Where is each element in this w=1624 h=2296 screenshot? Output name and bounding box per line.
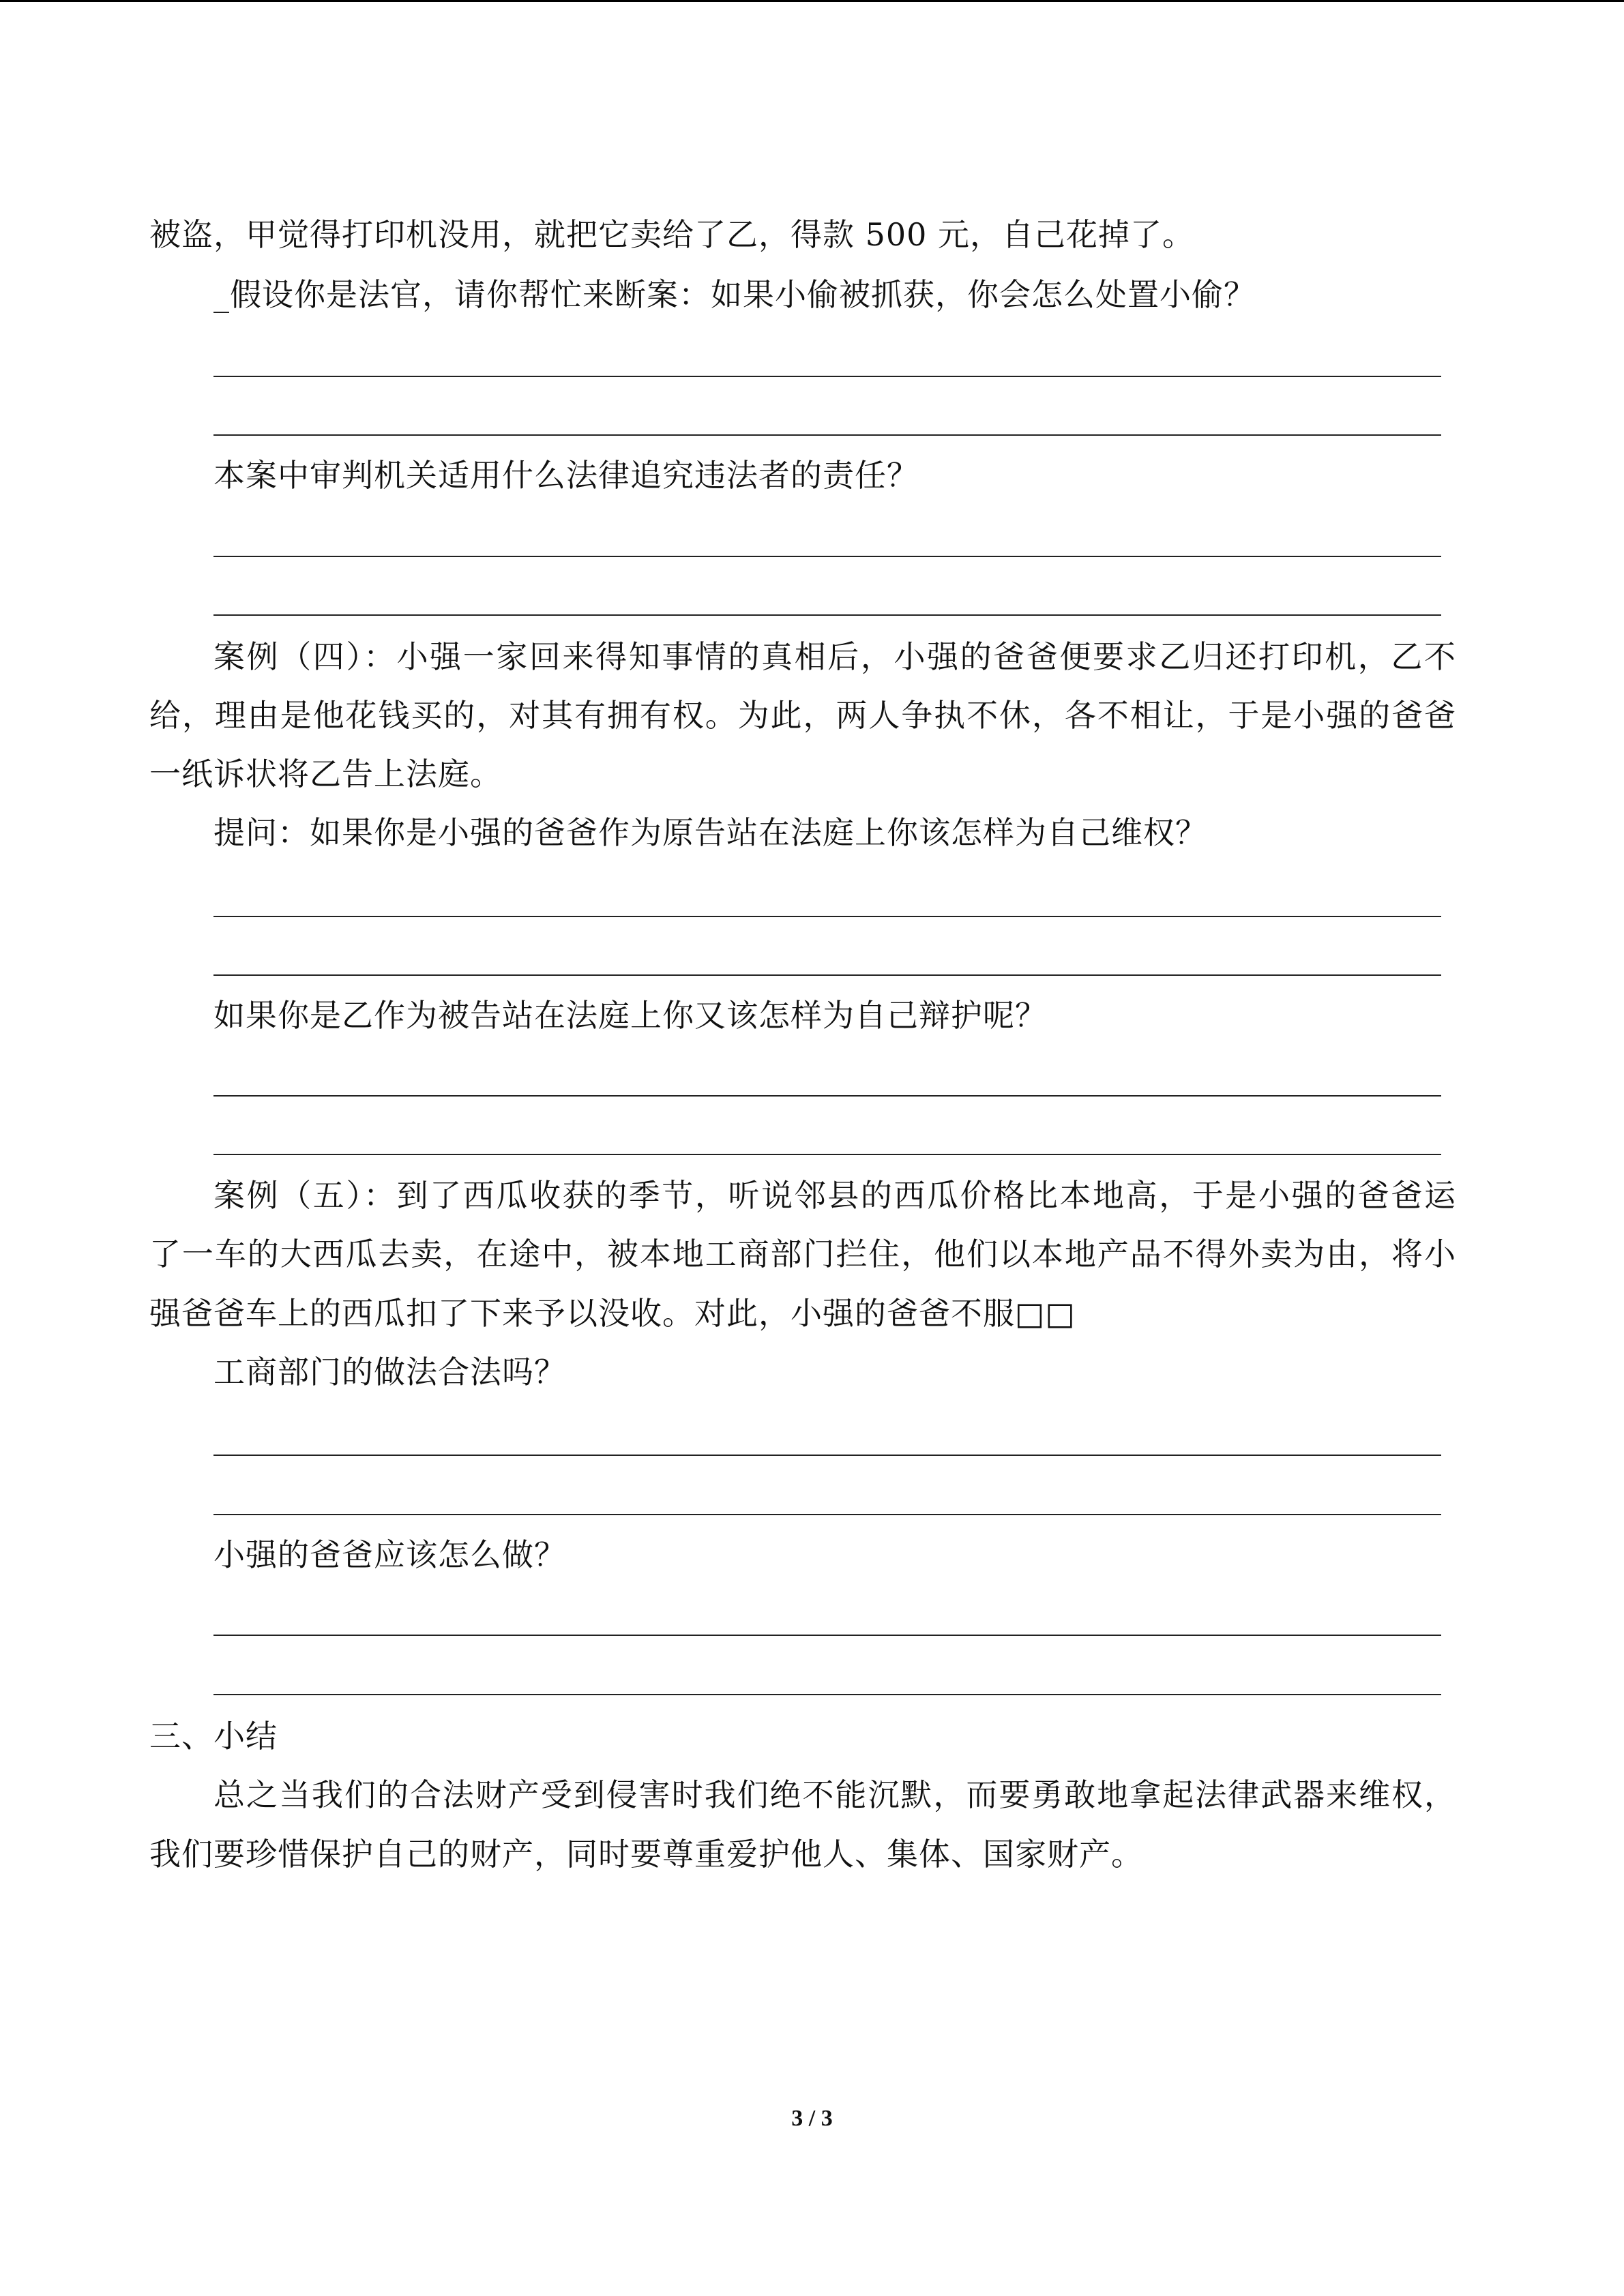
case3-question-2: 本案中审判机关适用什么法律追究违法者的责任？ — [213, 457, 919, 494]
case4-question-2: 如果你是乙作为被告站在法庭上你又该怎样为自己辩护呢？ — [213, 997, 1047, 1034]
page-number: 3 / 3 — [791, 2106, 833, 2131]
answer-line[interactable] — [213, 1635, 1441, 1636]
answer-line[interactable] — [213, 1154, 1441, 1155]
page-top-border — [0, 0, 1624, 2]
summary-paragraph-line-1: 总之当我们的合法财产受到侵害时我们绝不能沉默，而要勇敢地拿起法律武器来维权， — [213, 1776, 1456, 1813]
case5-question-1: 工商部门的做法合法吗？ — [213, 1354, 566, 1390]
answer-line[interactable] — [213, 1095, 1441, 1097]
case5-question-2: 小强的爸爸应该怎么做？ — [213, 1536, 566, 1573]
case5-paragraph-line-2: 了一车的大西瓜去卖，在途中，被本地工商部门拦住，他们以本地产品不得外卖为由，将小 — [149, 1236, 1456, 1272]
case5-paragraph-line-3: 强爸爸车上的西瓜扣了下来予以没收。对此，小强的爸爸不服□□ — [149, 1295, 1076, 1332]
answer-line[interactable] — [213, 434, 1441, 436]
case4-question-1: 提问：如果你是小强的爸爸作为原告站在法庭上你该怎样为自己维权？ — [213, 814, 1207, 851]
case3-question-1: _假设你是法官，请你帮忙来断案：如果小偷被抓获，你会怎么处置小偷？ — [213, 276, 1256, 313]
case3-continuation: 被盗，甲觉得打印机没用，就把它卖给了乙，得款 500 元，自己花掉了。 — [149, 216, 1195, 253]
case5-paragraph-line-1: 案例（五）：到了西瓜收获的季节，听说邻县的西瓜价格比本地高，于是小强的爸爸运 — [213, 1177, 1456, 1214]
answer-line[interactable] — [213, 556, 1441, 557]
answer-line[interactable] — [213, 974, 1441, 976]
answer-line[interactable] — [213, 1514, 1441, 1515]
case4-paragraph-line-3: 一纸诉状将乙告上法庭。 — [149, 756, 502, 792]
summary-paragraph-line-2: 我们要珍惜保护自己的财产，同时要尊重爱护他人、集体、国家财产。 — [149, 1836, 1143, 1873]
case4-paragraph-line-1: 案例（四）：小强一家回来得知事情的真相后，小强的爸爸便要求乙归还打印机，乙不 — [213, 638, 1456, 675]
answer-line[interactable] — [213, 916, 1441, 917]
case4-paragraph-line-2: 给，理由是他花钱买的，对其有拥有权。为此，两人争执不休，各不相让，于是小强的爸爸 — [149, 697, 1456, 734]
answer-line[interactable] — [213, 376, 1441, 377]
summary-heading: 三、小结 — [149, 1718, 278, 1755]
answer-line[interactable] — [213, 614, 1441, 616]
answer-line[interactable] — [213, 1694, 1441, 1695]
answer-line[interactable] — [213, 1455, 1441, 1456]
